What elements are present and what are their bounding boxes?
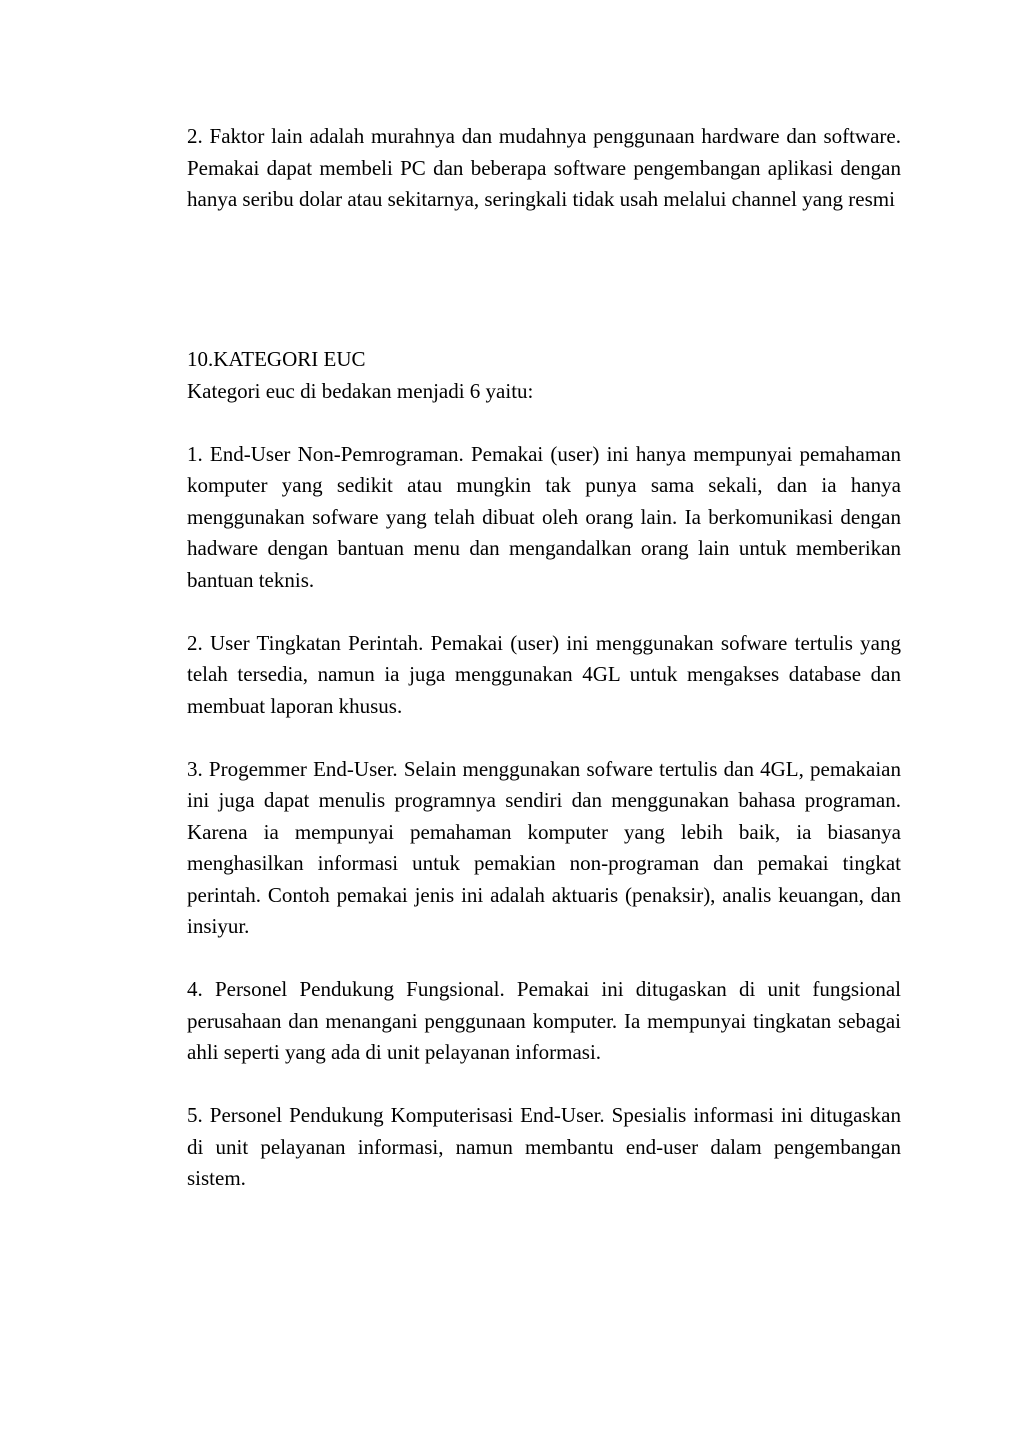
list-item-2: 2. User Tingkatan Perintah. Pemakai (user) ini menggunakan sofware tertulis yang telah tersedia, namun ia juga menggunakan 4GL untuk mengakses database dan membuat laporan khusus. bbox=[187, 630, 901, 718]
list-item-3: 3. Progemmer End-User. Selain menggunakan sofware tertulis dan 4GL, pemakaian ini juga dapat menulis programnya sendiri dan menggunakan bahasa programan. Karena ia mempunyai pemahaman komputer yang lebih baik, ia biasanya menghasilkan informasi untuk pemakian non-programan dan pemakai tingkat perintah. Contoh pemakai jenis ini adalah aktuaris (penaksir), analis keuangan, dan insiyur. bbox=[187, 756, 901, 938]
spacer-line bbox=[187, 943, 901, 975]
section-block bbox=[187, 344, 901, 1195]
list-item-4: 4. Personel Pendukung Fungsional. Pemakai ini ditugaskan di unit fungsional perusahaan dan menangani penggunaan komputer. Ia mempunyai tingkatan sebagai ahli seperti yang ada di unit pelayanan informasi. bbox=[187, 977, 901, 1064]
spacer-line bbox=[187, 1069, 901, 1101]
section-heading: 10.KATEGORI EUC bbox=[187, 347, 366, 371]
top-block bbox=[187, 121, 901, 216]
section-intro: Kategori euc di bedakan menjadi 6 yaitu: bbox=[187, 378, 534, 403]
spacer-line bbox=[187, 596, 901, 628]
spacer-line bbox=[187, 407, 901, 439]
paragraph-factor-2: 2. Faktor lain adalah murahnya dan mudahnya penggunaan hardware dan software. Pemakai dapat membeli PC dan beberapa software pengembangan aplikasi dengan hanya seribu dolar atau sekitarnya, seringkali tidak usah melalui channel yang resmi bbox=[187, 124, 901, 211]
spacer-line bbox=[187, 722, 901, 754]
list-item-5: 5. Personel Pendukung Komputerisasi End-User. Spesialis informasi ini ditugaskan di unit pelayanan informasi, namun membantu end-user dalam pengembangan sistem. bbox=[187, 1103, 901, 1190]
list-item-1: 1. End-User Non-Pemrograman. Pemakai (user) ini hanya mempunyai pemahaman komputer yang sedikit atau mungkin tak punya sama sekali, dan ia hanya menggunakan sofware yang telah dibuat oleh orang lain. Ia berkomunikasi dengan hadware dengan bantuan menu dan mengandalkan orang lain untuk memberikan bantuan teknis. bbox=[187, 441, 901, 592]
